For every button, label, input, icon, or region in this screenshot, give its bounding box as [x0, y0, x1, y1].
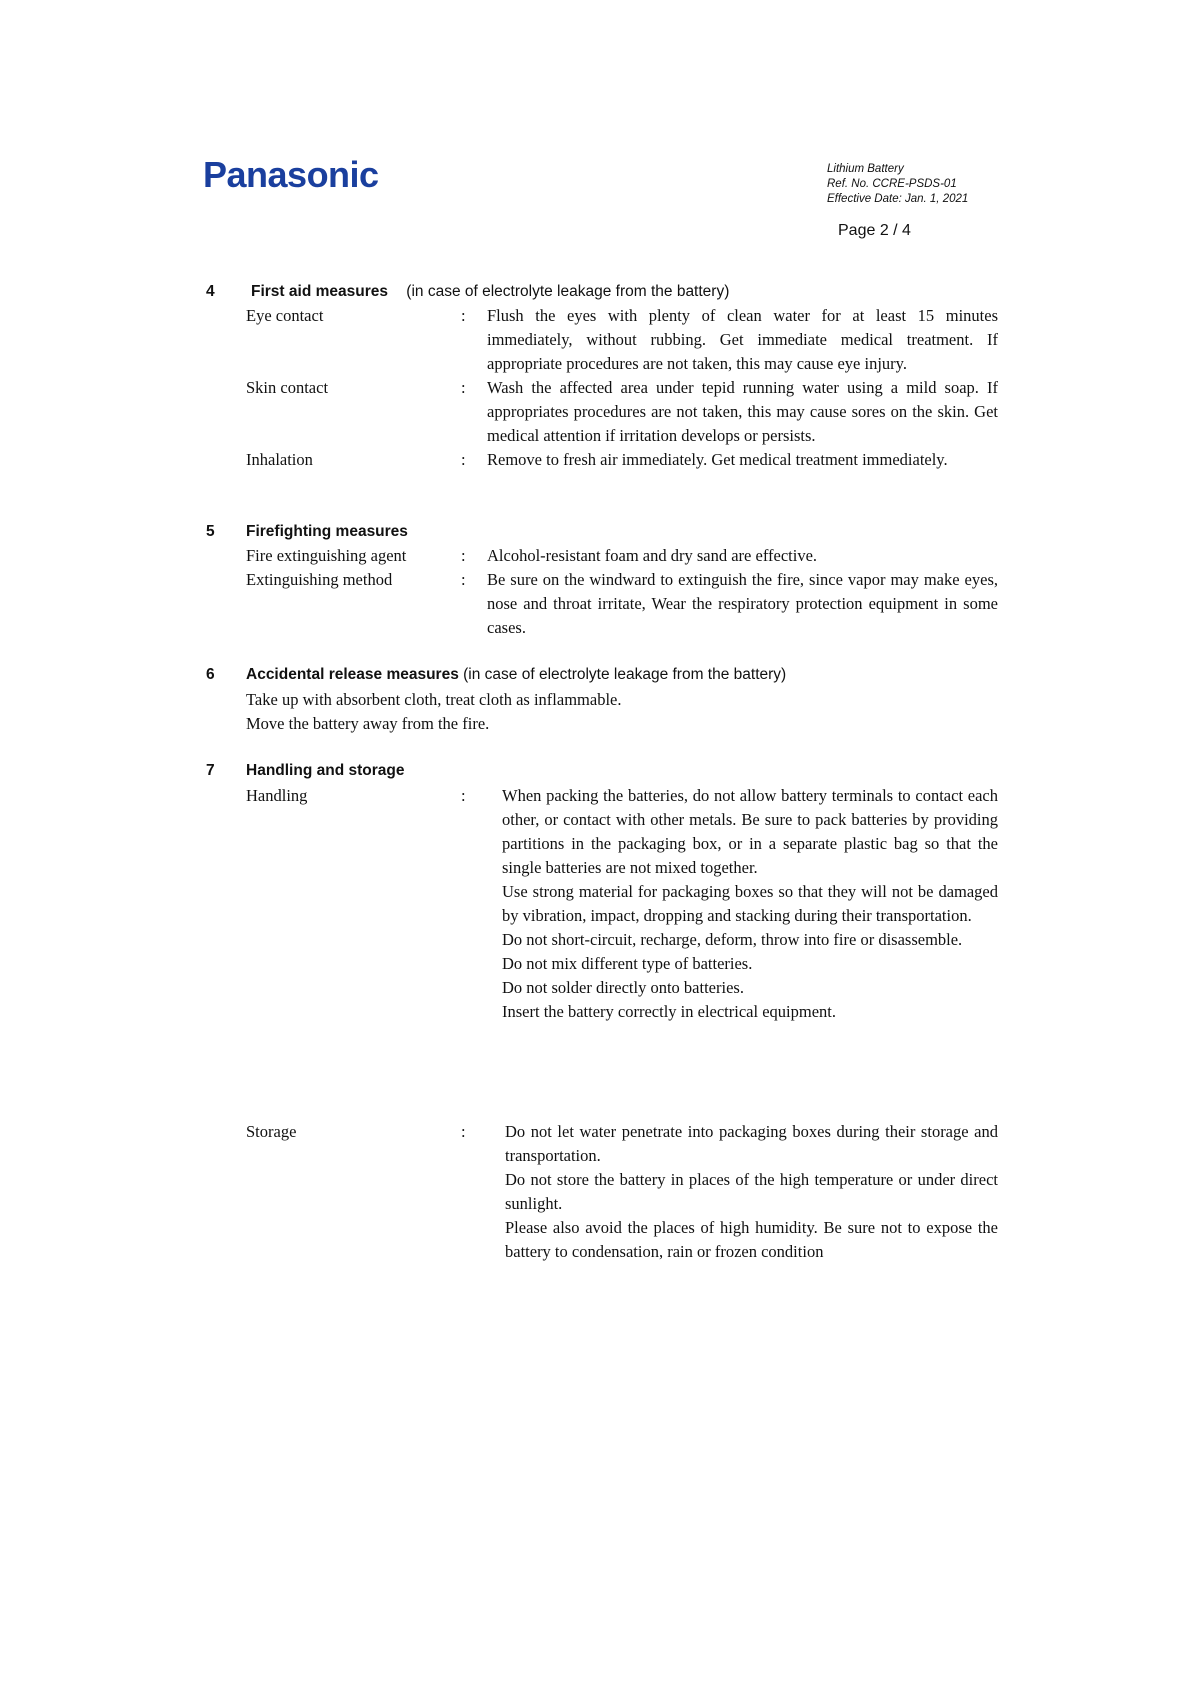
extinguishing-method-text: Be sure on the windward to extinguish the fire, since vapor may make eyes, nose and throat irritate, Wear the respiratory protection equipment in some cases. [487, 570, 998, 637]
section-6-heading [246, 666, 786, 684]
handling-paragraph: Do not short-circuit, recharge, deform, throw into fire or disassemble. [502, 930, 963, 949]
section-5-heading [246, 523, 408, 541]
handling-text [502, 784, 998, 1024]
handling-colon: : [461, 786, 466, 805]
handling-label: Handling [246, 786, 308, 805]
handling-paragraph: Use strong material for packaging boxes so that they will not be damaged by vibration, impact, dropping and stacking during their transportation. [502, 882, 998, 925]
skin-contact-label: Skin contact [246, 378, 329, 397]
section-4-title: First aid measures [251, 283, 388, 300]
section-5-title: Firefighting measures [246, 523, 408, 540]
page-number: Page 2 / 4 [838, 222, 911, 239]
storage-text [505, 1120, 998, 1264]
section-4-heading [251, 283, 729, 301]
skin-contact-text: Wash the affected area under tepid running water using a mild soap. If appropriates procedures are not taken, this may cause sores on the skin. Get medical attention if irritation develops or persists. [487, 378, 998, 445]
extinguishing-method-label: Extinguishing method [246, 570, 393, 589]
inhalation-text: Remove to fresh air immediately. Get medical treatment immediately. [487, 450, 948, 469]
doc-title: Lithium Battery [827, 163, 904, 175]
document-info [827, 162, 968, 207]
handling-paragraph: When packing the batteries, do not allow battery terminals to contact each other, or contact with other metals. Be sure to pack batteries by providing partitions in the packaging box, or in a separate plastic bag so that the single batteries are not mixed together. [502, 786, 998, 877]
section-6-note: (in case of electrolyte leakage from the battery) [463, 666, 787, 683]
storage-paragraph: Please also avoid the places of high humidity. Be sure not to expose the battery to condensation, rain or frozen condition [505, 1218, 998, 1261]
inhalation-colon: : [461, 450, 466, 469]
section-6-number: 6 [206, 666, 215, 683]
section-5-number: 5 [206, 523, 215, 540]
section-7-heading [246, 762, 404, 780]
fire-extinguishing-agent-colon: : [461, 546, 466, 565]
section-6-title: Accidental release measures [246, 666, 459, 683]
section-6-line-1: Take up with absorbent cloth, treat cloth as inflammable. [246, 690, 622, 709]
eye-contact-label: Eye contact [246, 306, 324, 325]
skin-contact-colon: : [461, 378, 466, 397]
eye-contact-text: Flush the eyes with plenty of clean water for at least 15 minutes immediately, without rubbing. Get immediate medical treatment. If appropriate procedures are not taken, this may cause eye injury. [487, 306, 998, 373]
inhalation-label: Inhalation [246, 450, 313, 469]
handling-paragraph: Insert the battery correctly in electrical equipment. [502, 1002, 836, 1021]
section-6-line-2: Move the battery away from the fire. [246, 714, 490, 733]
eye-contact-colon: : [461, 306, 466, 325]
extinguishing-method-colon: : [461, 570, 466, 589]
storage-label: Storage [246, 1122, 297, 1141]
fire-extinguishing-agent-label: Fire extinguishing agent [246, 546, 407, 565]
storage-paragraph: Do not let water penetrate into packaging boxes during their storage and transportation. [505, 1122, 998, 1165]
section-4-note: (in case of electrolyte leakage from the battery) [406, 283, 730, 300]
ref-no: Ref. No. CCRE-PSDS-01 [827, 178, 957, 190]
handling-paragraph: Do not solder directly onto batteries. [502, 978, 744, 997]
section-7-title: Handling and storage [246, 762, 405, 779]
effective-date: Effective Date: Jan. 1, 2021 [827, 193, 969, 205]
section-7-number: 7 [206, 762, 215, 779]
section-4-number: 4 [206, 283, 215, 300]
fire-extinguishing-agent-text: Alcohol-resistant foam and dry sand are effective. [487, 546, 818, 565]
panasonic-logo: Panasonic [203, 154, 379, 195]
storage-paragraph: Do not store the battery in places of the high temperature or under direct sunlight. [505, 1170, 998, 1213]
storage-colon: : [461, 1122, 466, 1141]
handling-paragraph: Do not mix different type of batteries. [502, 954, 753, 973]
